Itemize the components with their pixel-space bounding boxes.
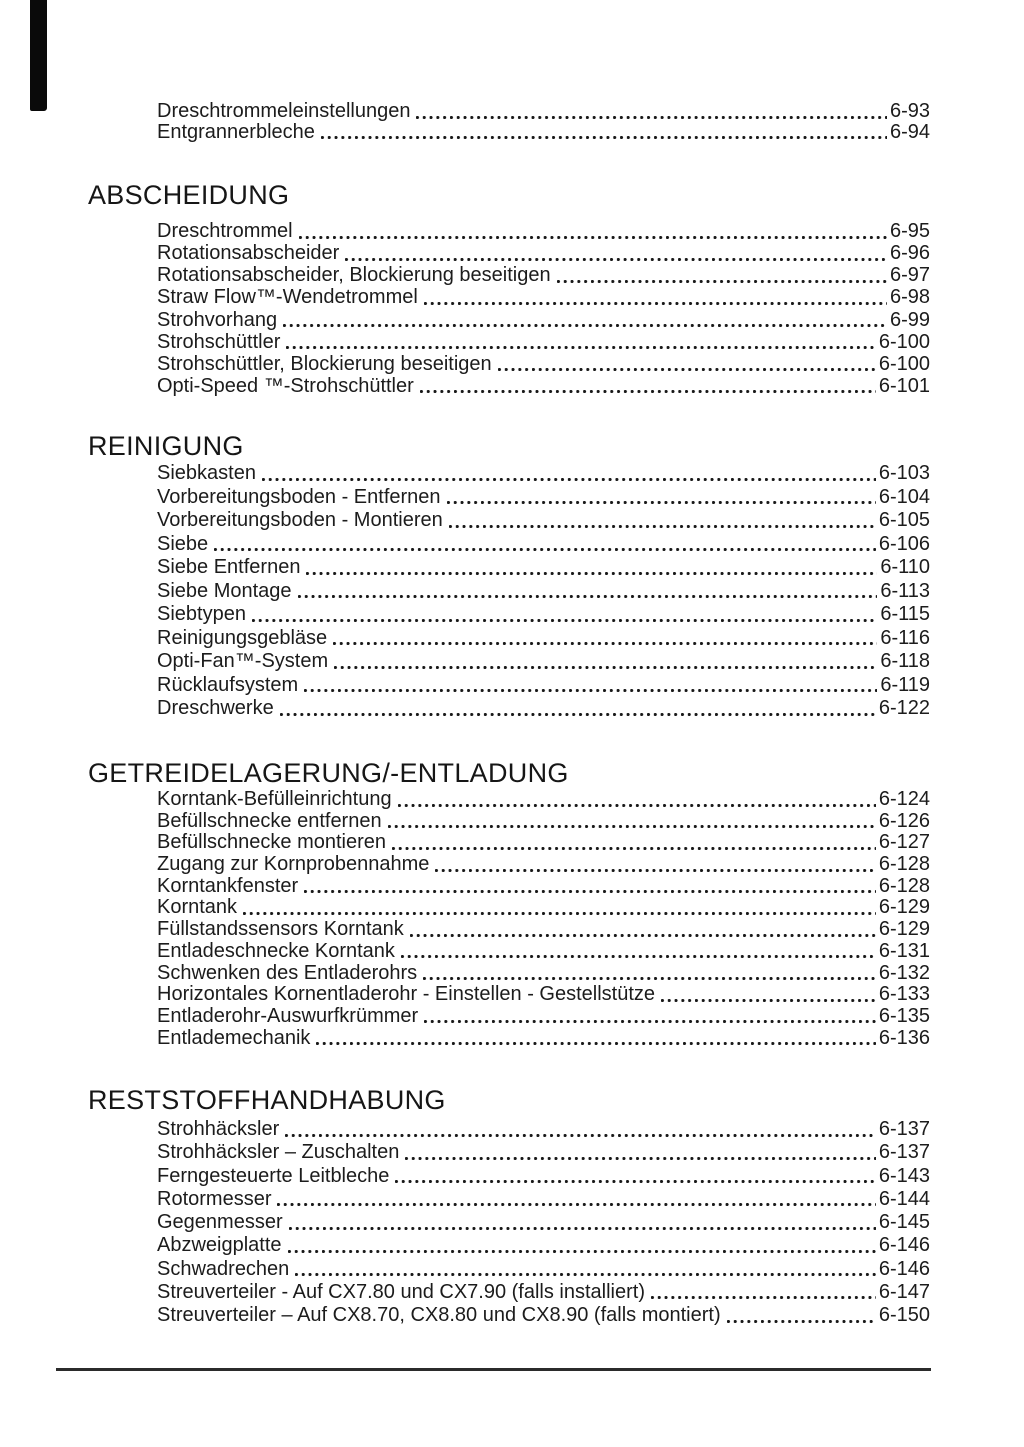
dot-leader xyxy=(289,1227,876,1228)
toc-entry-label: Rotormesser xyxy=(157,1187,272,1210)
toc-entry-label: Dreschtrommel xyxy=(157,220,293,242)
toc-entry-label: Zugang zur Kornprobennahme xyxy=(157,853,430,876)
toc-entry-label: Entlademechanik xyxy=(157,1026,311,1049)
toc-entry-label: Siebe Montage xyxy=(157,579,292,602)
dot-leader xyxy=(395,1181,875,1182)
toc-entry-page-number: 6-128 xyxy=(878,853,930,876)
toc-entry-page-number: 6-127 xyxy=(878,831,930,854)
toc-entry[interactable] xyxy=(157,242,930,264)
dot-leader xyxy=(435,869,875,870)
toc-entry-label: Füllstandssensors Korntank xyxy=(157,918,404,941)
toc-entry[interactable] xyxy=(157,919,930,941)
toc-entry-label: Befüllschnecke montieren xyxy=(157,831,387,854)
toc-entry-page-number: 6-126 xyxy=(878,809,930,832)
toc-entry[interactable] xyxy=(157,941,930,963)
toc-entry-page-number: 6-129 xyxy=(878,896,930,919)
toc-entry-page-number: 6-99 xyxy=(889,308,930,331)
section-heading: REINIGUNG xyxy=(88,431,244,461)
toc-entry[interactable] xyxy=(157,674,930,698)
toc-entry-label: Dreschwerke xyxy=(157,697,274,719)
toc-entry[interactable] xyxy=(157,876,930,898)
toc-entry-label: Straw Flow™-Wendetrommel xyxy=(157,286,418,309)
dot-leader xyxy=(345,258,887,259)
toc-entry-page-number: 6-136 xyxy=(878,1026,930,1049)
toc-entry-page-number: 6-100 xyxy=(878,352,930,375)
dot-leader xyxy=(449,525,876,526)
toc-entry[interactable] xyxy=(157,963,930,985)
dot-leader xyxy=(321,137,887,138)
toc-entry-label: Vorbereitungsboden - Montieren xyxy=(157,509,443,531)
toc-entry-page-number: 6-100 xyxy=(878,330,930,353)
toc-entry-label: Siebe xyxy=(157,532,209,555)
toc-entry-label: Entgrannerbleche xyxy=(157,120,315,143)
toc-entry[interactable] xyxy=(157,486,930,510)
toc-section-rows xyxy=(157,101,930,142)
dot-leader xyxy=(214,549,876,550)
toc-entry[interactable] xyxy=(157,603,930,627)
toc-entry[interactable] xyxy=(157,1028,930,1050)
toc-entry-label: Siebtypen xyxy=(157,603,246,625)
toc-entry[interactable] xyxy=(157,1165,930,1188)
toc-entry-page-number: 6-94 xyxy=(889,120,930,143)
toc-entry-label: Schwenken des Entladerohrs xyxy=(157,961,418,984)
toc-entry[interactable] xyxy=(157,509,930,533)
toc-entry[interactable] xyxy=(157,1006,930,1028)
toc-entry-label: Gegenmesser xyxy=(157,1211,283,1233)
toc-entry-page-number: 6-124 xyxy=(878,788,930,810)
section-heading: GETREIDELAGERUNG/-ENTLADUNG xyxy=(88,758,569,788)
dot-leader xyxy=(447,502,876,503)
toc-entry-page-number: 6-101 xyxy=(878,374,930,397)
toc-section-rows xyxy=(157,789,930,1049)
toc-entry[interactable] xyxy=(157,331,930,353)
toc-entry-page-number: 6-146 xyxy=(878,1257,930,1280)
toc-entry-page-number: 6-135 xyxy=(878,1004,930,1027)
dot-leader xyxy=(316,1043,875,1044)
dot-leader xyxy=(651,1297,876,1298)
toc-entry-label: Rotationsabscheider xyxy=(157,242,340,265)
toc-entry[interactable] xyxy=(157,220,930,242)
toc-entry-label: Strohschüttler, Blockierung beseitigen xyxy=(157,352,492,375)
toc-section-rows xyxy=(157,220,930,397)
toc-entry-label: Korntankfenster xyxy=(157,874,299,897)
dot-leader xyxy=(398,804,876,805)
toc-entry[interactable] xyxy=(157,375,930,397)
toc-entry-label: Strohschüttler xyxy=(157,330,281,353)
dot-leader xyxy=(304,891,876,892)
toc-entry[interactable] xyxy=(157,697,930,721)
toc-entry[interactable] xyxy=(157,1188,930,1211)
toc-entry[interactable] xyxy=(157,264,930,286)
toc-entry[interactable] xyxy=(157,984,930,1006)
dot-leader xyxy=(283,325,887,326)
toc-entry-label: Dreschtrommeleinstellungen xyxy=(157,100,411,122)
toc-entry-page-number: 6-103 xyxy=(878,462,930,484)
toc-entry-page-number: 6-105 xyxy=(878,509,930,531)
toc-entry[interactable] xyxy=(157,533,930,557)
toc-entry-page-number: 6-129 xyxy=(878,918,930,941)
toc-entry[interactable] xyxy=(157,1234,930,1257)
dot-leader xyxy=(423,978,876,979)
toc-entry-label: Befüllschnecke entfernen xyxy=(157,809,382,832)
toc-entry-page-number: 6-96 xyxy=(889,242,930,265)
toc-entry-page-number: 6-97 xyxy=(889,264,930,287)
dot-leader xyxy=(298,596,878,597)
toc-entry-label: Siebkasten xyxy=(157,462,256,484)
toc-entry-page-number: 6-119 xyxy=(880,673,930,696)
toc-entry[interactable] xyxy=(157,1281,930,1304)
toc-entry-label: Rücklaufsystem xyxy=(157,673,299,696)
toc-entry-page-number: 6-98 xyxy=(889,286,930,309)
toc-entry-page-number: 6-131 xyxy=(878,939,930,962)
toc-entry-label: Abzweigplatte xyxy=(157,1234,282,1257)
toc-entry-page-number: 6-137 xyxy=(878,1141,930,1164)
dot-leader xyxy=(288,1250,876,1251)
toc-entry[interactable] xyxy=(157,286,930,308)
toc-entry-label: Ferngesteuerte Leitbleche xyxy=(157,1164,390,1187)
toc-entry-label: Korntank-Befülleinrichtung xyxy=(157,788,392,810)
toc-entry-label: Korntank xyxy=(157,896,238,919)
toc-entry-page-number: 6-144 xyxy=(878,1187,930,1210)
toc-entry[interactable] xyxy=(157,353,930,375)
toc-entry-page-number: 6-150 xyxy=(878,1304,930,1326)
toc-entry-page-number: 6-95 xyxy=(889,220,930,242)
toc-entry-page-number: 6-137 xyxy=(878,1118,930,1140)
toc-entry-label: Opti-Fan™-System xyxy=(157,650,329,672)
dot-leader xyxy=(401,956,876,957)
dot-leader xyxy=(557,280,887,281)
toc-entry-label: Schwadrechen xyxy=(157,1257,290,1280)
dot-leader xyxy=(424,1021,876,1022)
dot-leader xyxy=(243,912,876,913)
toc-entry[interactable] xyxy=(157,650,930,674)
dot-leader xyxy=(416,116,887,117)
toc-entry-page-number: 6-104 xyxy=(878,485,930,508)
toc-entry[interactable] xyxy=(157,309,930,331)
dot-leader xyxy=(277,1204,875,1205)
dot-leader xyxy=(252,619,877,620)
toc-entry-label: Entladerohr-Auswurfkrümmer xyxy=(157,1004,419,1027)
toc-entry-page-number: 6-118 xyxy=(880,650,930,672)
toc-entry-label: Vorbereitungsboden - Entfernen xyxy=(157,485,441,508)
dot-leader xyxy=(424,302,887,303)
toc-entry[interactable] xyxy=(157,1118,930,1141)
toc-entry-label: Strohhäcksler xyxy=(157,1118,280,1140)
toc-entry-page-number: 6-110 xyxy=(880,556,930,578)
toc-entry[interactable] xyxy=(157,1211,930,1234)
toc-entry-label: Opti-Speed ™-Strohschüttler xyxy=(157,374,414,397)
toc-entry-label: Strohhäcksler – Zuschalten xyxy=(157,1141,400,1164)
toc-entry-page-number: 6-106 xyxy=(878,532,930,555)
toc-entry-page-number: 6-147 xyxy=(878,1280,930,1303)
toc-section-rows xyxy=(157,1118,930,1327)
dot-leader xyxy=(280,713,876,714)
toc-entry-label: Rotationsabscheider, Blockierung beseitigen xyxy=(157,264,551,287)
toc-entry[interactable] xyxy=(157,854,930,876)
toc-entry-page-number: 6-146 xyxy=(878,1234,930,1257)
toc-entry-label: Streuverteiler – Auf CX8.70, CX8.80 und CX8.90 (falls montiert) xyxy=(157,1304,721,1326)
toc-entry[interactable] xyxy=(157,811,930,833)
toc-entry-page-number: 6-115 xyxy=(880,603,930,625)
toc-entry-label: Siebe Entfernen xyxy=(157,556,301,578)
dot-leader xyxy=(410,934,876,935)
toc-entry-label: Reinigungsgebläse xyxy=(157,626,328,649)
toc-entry[interactable] xyxy=(157,897,930,919)
toc-entry-label: Streuverteiler - Auf CX7.80 und CX7.90 (falls installiert) xyxy=(157,1280,645,1303)
toc-entry-page-number: 6-113 xyxy=(880,579,930,602)
toc-entry-label: Horizontales Kornentladerohr - Einstellen - Gestellstütze xyxy=(157,983,656,1006)
dot-leader xyxy=(392,847,876,848)
dot-leader xyxy=(304,690,877,691)
dot-leader xyxy=(286,347,875,348)
toc-entry[interactable] xyxy=(157,101,930,122)
toc-entry[interactable] xyxy=(157,580,930,604)
dot-leader xyxy=(661,999,876,1000)
toc-entry[interactable] xyxy=(157,1141,930,1164)
toc-entry-page-number: 6-132 xyxy=(878,961,930,984)
toc-entry-page-number: 6-133 xyxy=(878,983,930,1006)
toc-entry-label: Entladeschnecke Korntank xyxy=(157,939,395,962)
toc-entry-page-number: 6-128 xyxy=(878,874,930,897)
toc-entry[interactable] xyxy=(157,832,930,854)
toc-section-rows xyxy=(157,462,930,721)
dot-leader xyxy=(262,478,876,479)
toc-entry[interactable] xyxy=(157,627,930,651)
dot-leader xyxy=(334,666,877,667)
dot-leader xyxy=(285,1134,876,1135)
toc-entry-page-number: 6-116 xyxy=(880,626,930,649)
toc-entry[interactable] xyxy=(157,462,930,486)
footer-divider xyxy=(56,1368,931,1371)
toc-entry-page-number: 6-145 xyxy=(878,1211,930,1233)
section-heading: ABSCHEIDUNG xyxy=(88,180,290,210)
dot-leader xyxy=(420,391,876,392)
dot-leader xyxy=(333,643,877,644)
toc-entry[interactable] xyxy=(157,1258,930,1281)
toc-entry-page-number: 6-143 xyxy=(878,1164,930,1187)
toc-entry-page-number: 6-122 xyxy=(878,697,930,719)
dot-leader xyxy=(306,572,877,573)
section-heading: RESTSTOFFHANDHABUNG xyxy=(88,1085,446,1115)
toc-entry[interactable] xyxy=(157,122,930,143)
dot-leader xyxy=(405,1157,876,1158)
dot-leader xyxy=(295,1274,876,1275)
dot-leader xyxy=(727,1320,876,1321)
toc-entry[interactable] xyxy=(157,556,930,580)
toc-entry-label: Strohvorhang xyxy=(157,308,278,331)
scan-artifact-mark xyxy=(30,0,47,111)
dot-leader xyxy=(388,826,876,827)
dot-leader xyxy=(299,236,887,237)
toc-entry-page-number: 6-93 xyxy=(889,100,930,122)
toc-entry[interactable] xyxy=(157,1304,930,1327)
dot-leader xyxy=(498,369,876,370)
toc-entry[interactable] xyxy=(157,789,930,811)
